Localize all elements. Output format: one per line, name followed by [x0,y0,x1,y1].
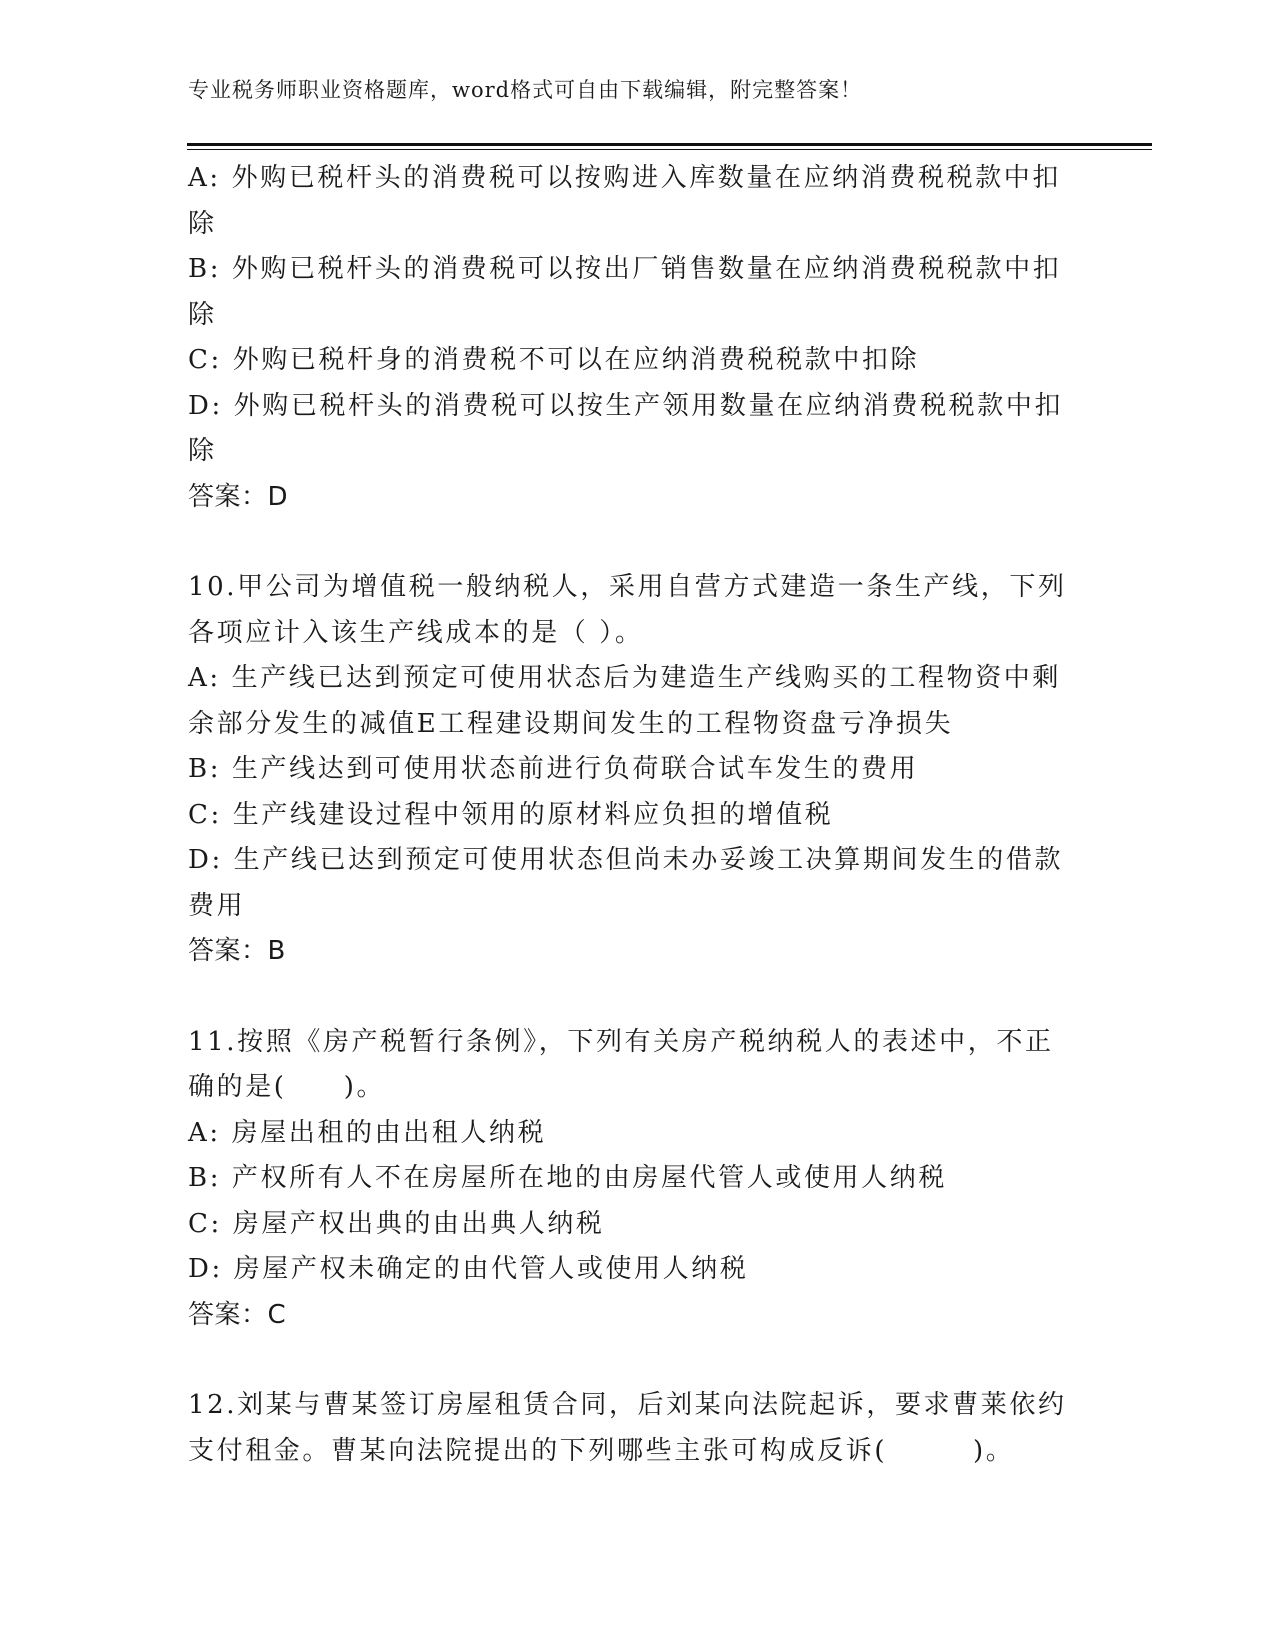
option-line: 除 [188,436,217,466]
answer-11: 答案：C [188,1299,287,1330]
option-line: C: 生产线建设过程中领用的原材料应负担的增值税 [188,799,834,830]
option-line: D: 生产线已达到预定可使用状态但尚未办妥竣工决算期间发生的借款 [188,845,1064,875]
option-line: D: 房屋产权未确定的由代管人或使用人纳税 [188,1254,749,1284]
question-stem: 确的是( )。 [188,1072,386,1102]
page-header: 专业税务师职业资格题库，word格式可自由下载编辑，附完整答案！ [188,78,863,102]
option-line: 除 [188,299,217,330]
question-10 [188,565,1078,929]
question-stem: 10.甲公司为增值税一般纳税人，采用自营方式建造一条生产线，下列 [188,572,1067,602]
question-content [188,156,1078,1474]
question-stem: 支付租金。曹某向法院提出的下列哪些主张可构成反诉( )。 [188,1435,1015,1466]
option-line: C: 外购已税杆身的消费税不可以在应纳消费税税款中扣除 [188,345,920,375]
answer-10: 答案：B [188,936,286,966]
option-line: D: 外购已税杆头的消费税可以按生产领用数量在应纳消费税税款中扣 [188,390,1064,421]
option-line: C: 房屋产权出典的由出典人纳税 [188,1208,605,1239]
header-rule-thick [187,143,1152,146]
option-line: A: 生产线已达到预定可使用状态后为建造生产线购买的工程物资中剩 [188,663,1062,693]
option-line: B: 产权所有人不在房屋所在地的由房屋代管人或使用人纳税 [188,1163,947,1193]
option-line: 余部分发生的减值E工程建设期间发生的工程物资盘亏净损失 [188,708,954,739]
question-stem: 各项应计入该生产线成本的是（ ）。 [188,617,644,648]
option-line: B: 生产线达到可使用状态前进行负荷联合试车发生的费用 [188,754,919,784]
option-line: B: 外购已税杆头的消费税可以按出厂销售数量在应纳消费税税款中扣 [188,254,1062,284]
question-11 [188,1020,1078,1293]
answer-9: 答案：D [188,481,289,512]
question-12 [188,1383,1078,1474]
option-line: 费用 [188,890,246,921]
option-line: 除 [188,208,217,239]
option-line: A: 外购已税杆头的消费税可以按购进入库数量在应纳消费税税款中扣 [188,163,1062,193]
question-stem: 11.按照《房产税暂行条例》，下列有关房产税纳税人的表述中，不正 [188,1026,1054,1057]
option-line: A: 房屋出租的由出租人纳税 [188,1117,547,1148]
question-stem: 12.刘某与曹某签订房屋租赁合同，后刘某向法院起诉，要求曹莱依约 [188,1390,1067,1420]
header-rule-thin [187,149,1152,150]
question-9-options [188,156,1078,475]
